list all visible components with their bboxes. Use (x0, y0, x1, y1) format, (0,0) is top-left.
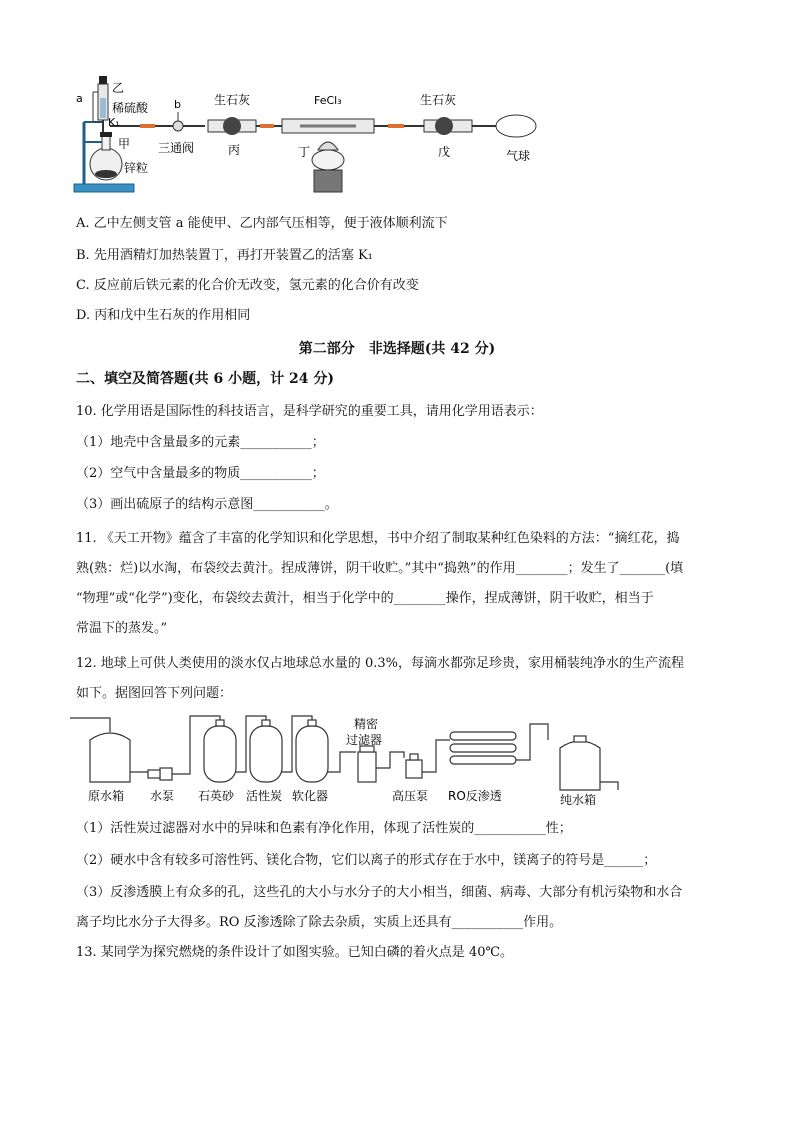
label-valve: 三通阀 (158, 141, 195, 155)
flow-carbon: 活性炭 (246, 789, 283, 803)
q10-item-3: （3）画出硫原子的结构示意图___________。 (76, 497, 338, 512)
label-ding: 丁 (298, 145, 311, 159)
label-zinc: 锌粒 (124, 161, 149, 175)
option-b: B. 先用酒精灯加热装置丁，再打开装置乙的活塞 K₁ (76, 248, 373, 263)
q12-item-4: 离子均比水分子大得多。RO 反渗透除了除去杂质，实质上还具有___________作用。 (76, 915, 563, 930)
option-a: A. 乙中左侧支管 a 能使甲、乙内部气压相等，便于液体顺利流下 (76, 216, 448, 231)
q11-line-3: “物理”或“化学”)变化，布袋绞去黄汁，相当于化学中的________操作，捏成薄饼，阴干收贮，相当于 (76, 591, 654, 606)
water-flow-diagram (70, 712, 640, 812)
label-fecl3: FeCl₃ (314, 94, 342, 107)
label-b: b (174, 98, 181, 111)
label-wu: 戊 (438, 145, 451, 159)
q12-item-2: （2）硬水中含有较多可溶性钙、镁化合物，它们以离子的形式存在于水中，镁离子的符号是______； (76, 853, 657, 868)
q11-line-4: 常温下的蒸发。” (76, 621, 168, 636)
label-yi: 乙 (112, 81, 125, 95)
apparatus-diagram (60, 62, 560, 202)
flow-precision-2: 过滤器 (346, 733, 383, 747)
label-a: a (76, 92, 83, 105)
flow-hp-pump: 高压泵 (392, 789, 429, 803)
flow-pure-tank: 纯水箱 (560, 793, 597, 807)
q12-item-1: （1）活性炭过滤器对水中的异味和色素有净化作用，体现了活性炭的___________性； (76, 821, 572, 836)
part2-title: 第二部分 非选择题(共 42 分) (298, 341, 496, 357)
flow-quartz: 石英砂 (198, 789, 235, 803)
label-balloon: 气球 (506, 149, 531, 163)
flow-softener: 软化器 (292, 789, 329, 803)
option-c: C. 反应前后铁元素的化合价无改变，氢元素的化合价有改变 (76, 278, 419, 293)
q10-stem: 10. 化学用语是国际性的科技语言，是科学研究的重要工具，请用化学用语表示： (76, 404, 543, 419)
q13-stem: 13. 某同学为探究燃烧的条件设计了如图实验。已知白磷的着火点是 40℃。 (76, 945, 514, 960)
q12-item-3: （3）反渗透膜上有众多的孔，这些孔的大小与水分子的大小相当，细菌、病毒、大部分有机污染物和水合 (76, 885, 683, 900)
label-lime2: 生石灰 (420, 93, 457, 107)
q11-line-1: 11. 《天工开物》蕴含了丰富的化学知识和化学思想，书中介绍了制取某种红色染料的方法：“摘红花，捣 (76, 531, 680, 546)
label-jia: 甲 (118, 137, 131, 151)
flow-pump: 水泵 (150, 789, 175, 803)
flow-precision-1: 精密 (354, 717, 379, 731)
q11-line-2: 熟(熟：烂)以水淘，布袋绞去黄汁。捏成薄饼，阴干收贮。”其中“捣熟”的作用________；发生了_______(填 (76, 561, 684, 576)
option-d: D. 丙和戊中生石灰的作用相同 (76, 308, 251, 323)
section2-title: 二、填空及简答题(共 6 小题，计 24 分) (76, 371, 334, 387)
label-acid: 稀硫酸 (112, 101, 149, 115)
q10-item-1: （1）地壳中含量最多的元素___________； (76, 435, 325, 450)
q12-line-1: 12. 地球上可供人类使用的淡水仅占地球总水量的 0.3%，每滴水都弥足珍贵，家用桶装纯净水的生产流程 (76, 656, 684, 671)
flow-raw-tank: 原水箱 (88, 789, 125, 803)
flow-ro: RO反渗透 (448, 789, 502, 803)
label-bing: 丙 (228, 143, 241, 157)
q12-line-2: 如下。据图回答下列问题： (76, 686, 233, 701)
label-k1: K₁ (108, 116, 120, 129)
label-lime1: 生石灰 (214, 93, 251, 107)
q10-item-2: （2）空气中含量最多的物质___________； (76, 466, 325, 481)
